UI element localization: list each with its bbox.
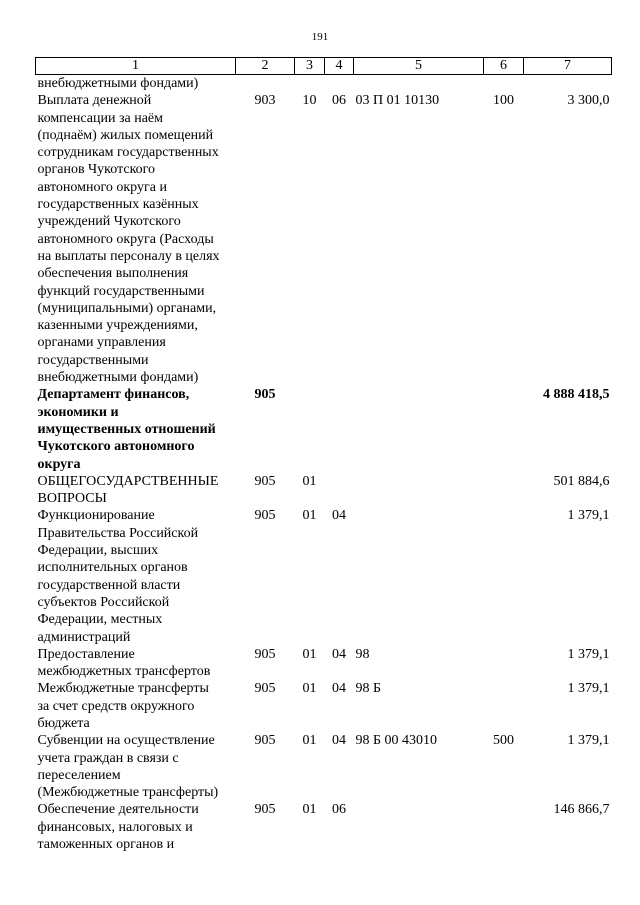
budget-table [35, 57, 612, 853]
table-row [36, 732, 612, 801]
ministry-code: 905 [254, 733, 276, 749]
ministry-code: 905 [254, 802, 276, 818]
section-code [295, 386, 325, 472]
subsection-code: 04 [332, 733, 346, 749]
subsection-code [325, 386, 354, 472]
table-row [36, 473, 612, 508]
item-name: внебюджетными фондами) [37, 76, 199, 91]
expense-type-code [484, 507, 524, 645]
amount [524, 75, 612, 93]
section-code: 01 [302, 646, 317, 662]
target-article-code: 03 П 01 10130 [355, 93, 440, 109]
subsection-code: 04 [332, 681, 346, 697]
subsection-code: 04 [332, 508, 346, 524]
amount: 1 379,1 [567, 508, 610, 524]
item-name: Функционирование Правительства Российской Федерации, высших исполнительных органов государственной власти субъектов Российской Федерации, местных администраций [37, 508, 199, 645]
target-article-code [354, 801, 484, 853]
item-name: Выплата денежной компенсации за наём (поднаём) жилых помещений сотрудникам государственных органов Чукотского автономного округа и государственных казённых учреждений Чукотского автономного округа (Расходы на выплаты персоналу в целях обеспечения выполнения функций государственными (муниципальными) органами, казенными учреждениями, органами управления государственными внебюджетными фондами) [37, 93, 220, 386]
item-name: ОБЩЕГОСУДАРСТВЕННЫЕ ВОПРОСЫ [37, 473, 219, 507]
subsection-code: 06 [332, 93, 346, 109]
ministry-code: 903 [254, 93, 276, 109]
ministry-code [236, 75, 295, 93]
section-code: 01 [302, 508, 317, 524]
target-article-code [354, 75, 484, 93]
subsection-code [325, 75, 354, 93]
expense-type-code: 100 [493, 93, 514, 109]
target-article-code [354, 473, 484, 508]
column-header: 1 [36, 58, 236, 75]
target-article-code: 98 Б [355, 681, 382, 697]
target-article-code [354, 386, 484, 472]
section-code: 01 [302, 802, 317, 818]
subsection-code: 06 [332, 802, 346, 818]
column-header: 2 [236, 58, 295, 75]
item-name: Департамент финансов, экономики и имущественных отношений Чукотского автономного округа [37, 387, 216, 472]
table-row [36, 646, 612, 681]
expense-type-code [484, 473, 524, 508]
amount: 1 379,1 [567, 646, 610, 662]
column-header: 7 [524, 58, 612, 75]
column-header: 5 [354, 58, 484, 75]
table-row [36, 75, 612, 93]
column-header: 4 [325, 58, 354, 75]
table-row [36, 507, 612, 645]
column-number-header-row [36, 58, 612, 75]
item-name: Предоставление межбюджетных трансфертов [37, 646, 211, 680]
subsection-code: 04 [332, 646, 346, 662]
item-name: Субвенции на осуществление учета граждан в связи с переселением (Межбюджетные трансферты) [37, 733, 219, 801]
amount: 3 300,0 [567, 93, 610, 109]
amount: 501 884,6 [553, 473, 610, 489]
section-code: 01 [302, 733, 317, 749]
column-header: 3 [295, 58, 325, 75]
amount: 1 379,1 [567, 733, 610, 749]
expense-type-code [484, 646, 524, 681]
table-row [36, 92, 612, 386]
amount: 4 888 418,5 [543, 387, 610, 403]
expense-type-code [484, 801, 524, 853]
section-code: 01 [302, 681, 317, 697]
target-article-code: 98 Б 00 43010 [355, 733, 438, 749]
ministry-code: 905 [254, 473, 276, 489]
table-row [36, 386, 612, 472]
section-code [295, 75, 325, 93]
target-article-code: 98 [355, 646, 370, 662]
ministry-code: 905 [254, 681, 276, 697]
ministry-code: 905 [254, 508, 276, 524]
subsection-code [325, 473, 354, 508]
ministry-code: 905 [254, 646, 276, 662]
item-name: Обеспечение деятельности финансовых, налоговых и таможенных органов и [37, 802, 199, 853]
table-row [36, 680, 612, 732]
item-name: Межбюджетные трансферты за счет средств окружного бюджета [37, 681, 209, 731]
ministry-code: 905 [254, 387, 276, 403]
table-body [36, 75, 612, 854]
amount: 146 866,7 [553, 802, 610, 818]
expense-type-code [484, 75, 524, 93]
section-code: 10 [302, 93, 317, 109]
column-header: 6 [484, 58, 524, 75]
expense-type-code: 500 [493, 733, 514, 749]
page-number: 191 [311, 31, 329, 43]
target-article-code [354, 507, 484, 645]
expense-type-code [484, 680, 524, 732]
expense-type-code [484, 386, 524, 472]
table-row [36, 801, 612, 853]
amount: 1 379,1 [567, 681, 610, 697]
section-code: 01 [302, 473, 317, 489]
